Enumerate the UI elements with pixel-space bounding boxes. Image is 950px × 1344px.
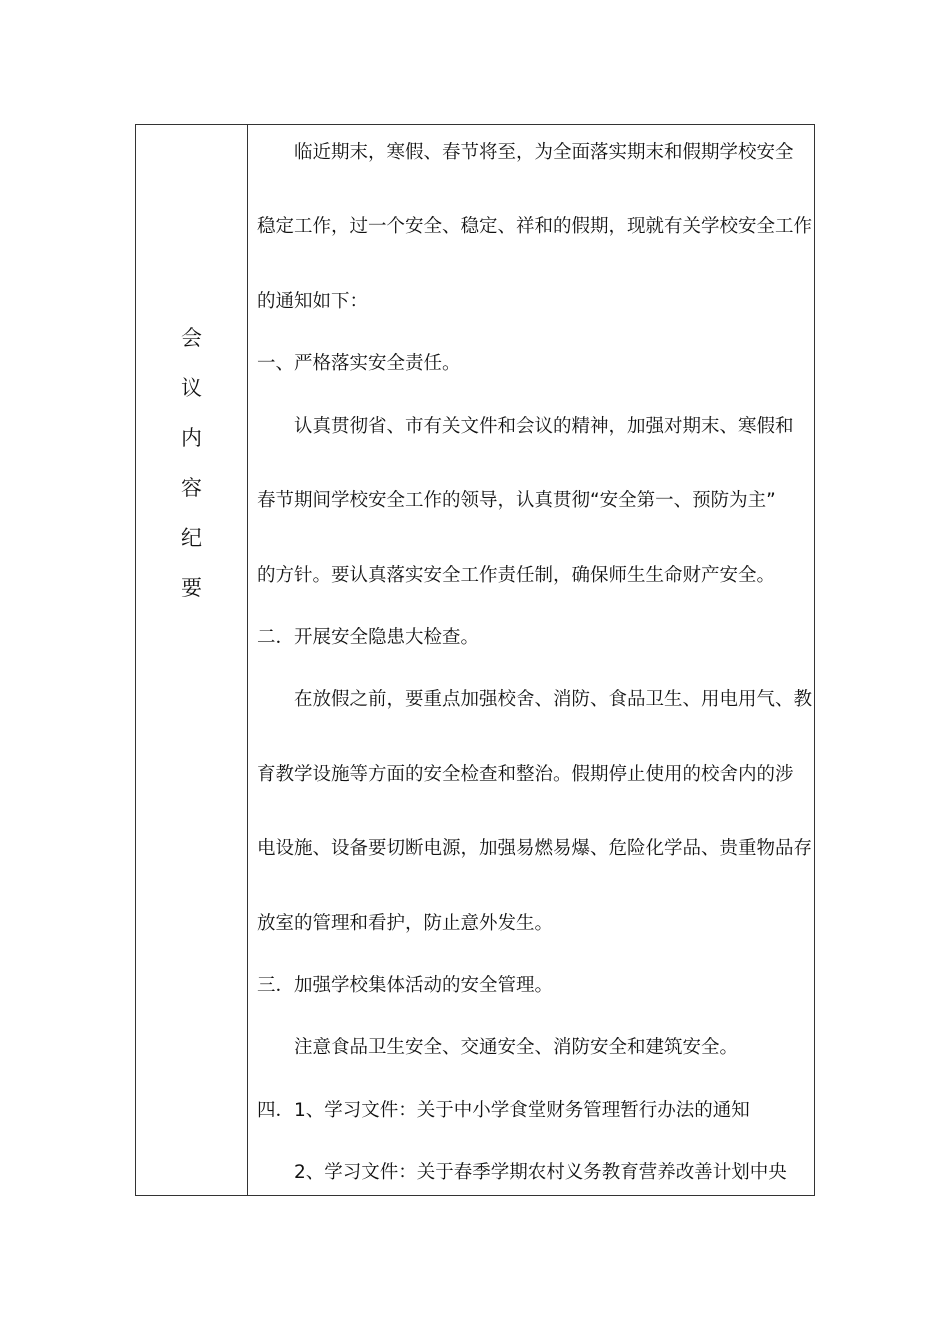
- paragraph-line: 的方针。要认真落实安全工作责任制，确保师生生命财产安全。: [257, 565, 776, 586]
- minutes-content-cell: [248, 125, 814, 1195]
- section-heading: 三．加强学校集体活动的安全管理。: [257, 975, 554, 996]
- section-label-cell: [136, 125, 248, 1195]
- section-label-char: 要: [181, 576, 202, 600]
- section-label: [136, 313, 247, 613]
- section-heading: 一、严格落实安全责任。: [257, 353, 461, 374]
- section-label-char: 纪: [181, 526, 202, 550]
- section-label-char: 议: [181, 376, 202, 400]
- paragraph-line: 在放假之前，要重点加强校舍、消防、食品卫生、用电用气、教: [294, 689, 813, 710]
- meeting-minutes-table: [135, 124, 815, 1196]
- paragraph-line: 的通知如下：: [257, 291, 369, 312]
- paragraph-line: 稳定工作，过一个安全、稳定、祥和的假期，现就有关学校安全工作: [257, 216, 813, 237]
- paragraph-line: 认真贯彻省、市有关文件和会议的精神，加强对期末、寒假和: [294, 416, 794, 437]
- paragraph-line: 临近期末，寒假、春节将至，为全面落实期末和假期学校安全: [294, 142, 794, 163]
- section-label-char: 内: [181, 426, 202, 450]
- list-item: 2、学习文件：关于春季学期农村义务教育营养改善计划中央: [294, 1162, 787, 1183]
- section-label-char: 容: [181, 476, 202, 500]
- paragraph-line: 电设施、设备要切断电源，加强易燃易爆、危险化学品、贵重物品存: [257, 838, 813, 859]
- paragraph-line: 育教学设施等方面的安全检查和整治。假期停止使用的校舍内的涉: [257, 764, 794, 785]
- list-item: 四．1、学习文件：关于中小学食堂财务管理暂行办法的通知: [257, 1100, 750, 1121]
- section-label-char: 会: [181, 326, 202, 350]
- paragraph-line: 放室的管理和看护，防止意外发生。: [257, 913, 554, 934]
- paragraph-line: 注意食品卫生安全、交通安全、消防安全和建筑安全。: [294, 1037, 739, 1058]
- section-heading: 二．开展安全隐患大检查。: [257, 627, 480, 648]
- paragraph-line: 春节期间学校安全工作的领导，认真贯彻“安全第一、预防为主”: [257, 490, 776, 511]
